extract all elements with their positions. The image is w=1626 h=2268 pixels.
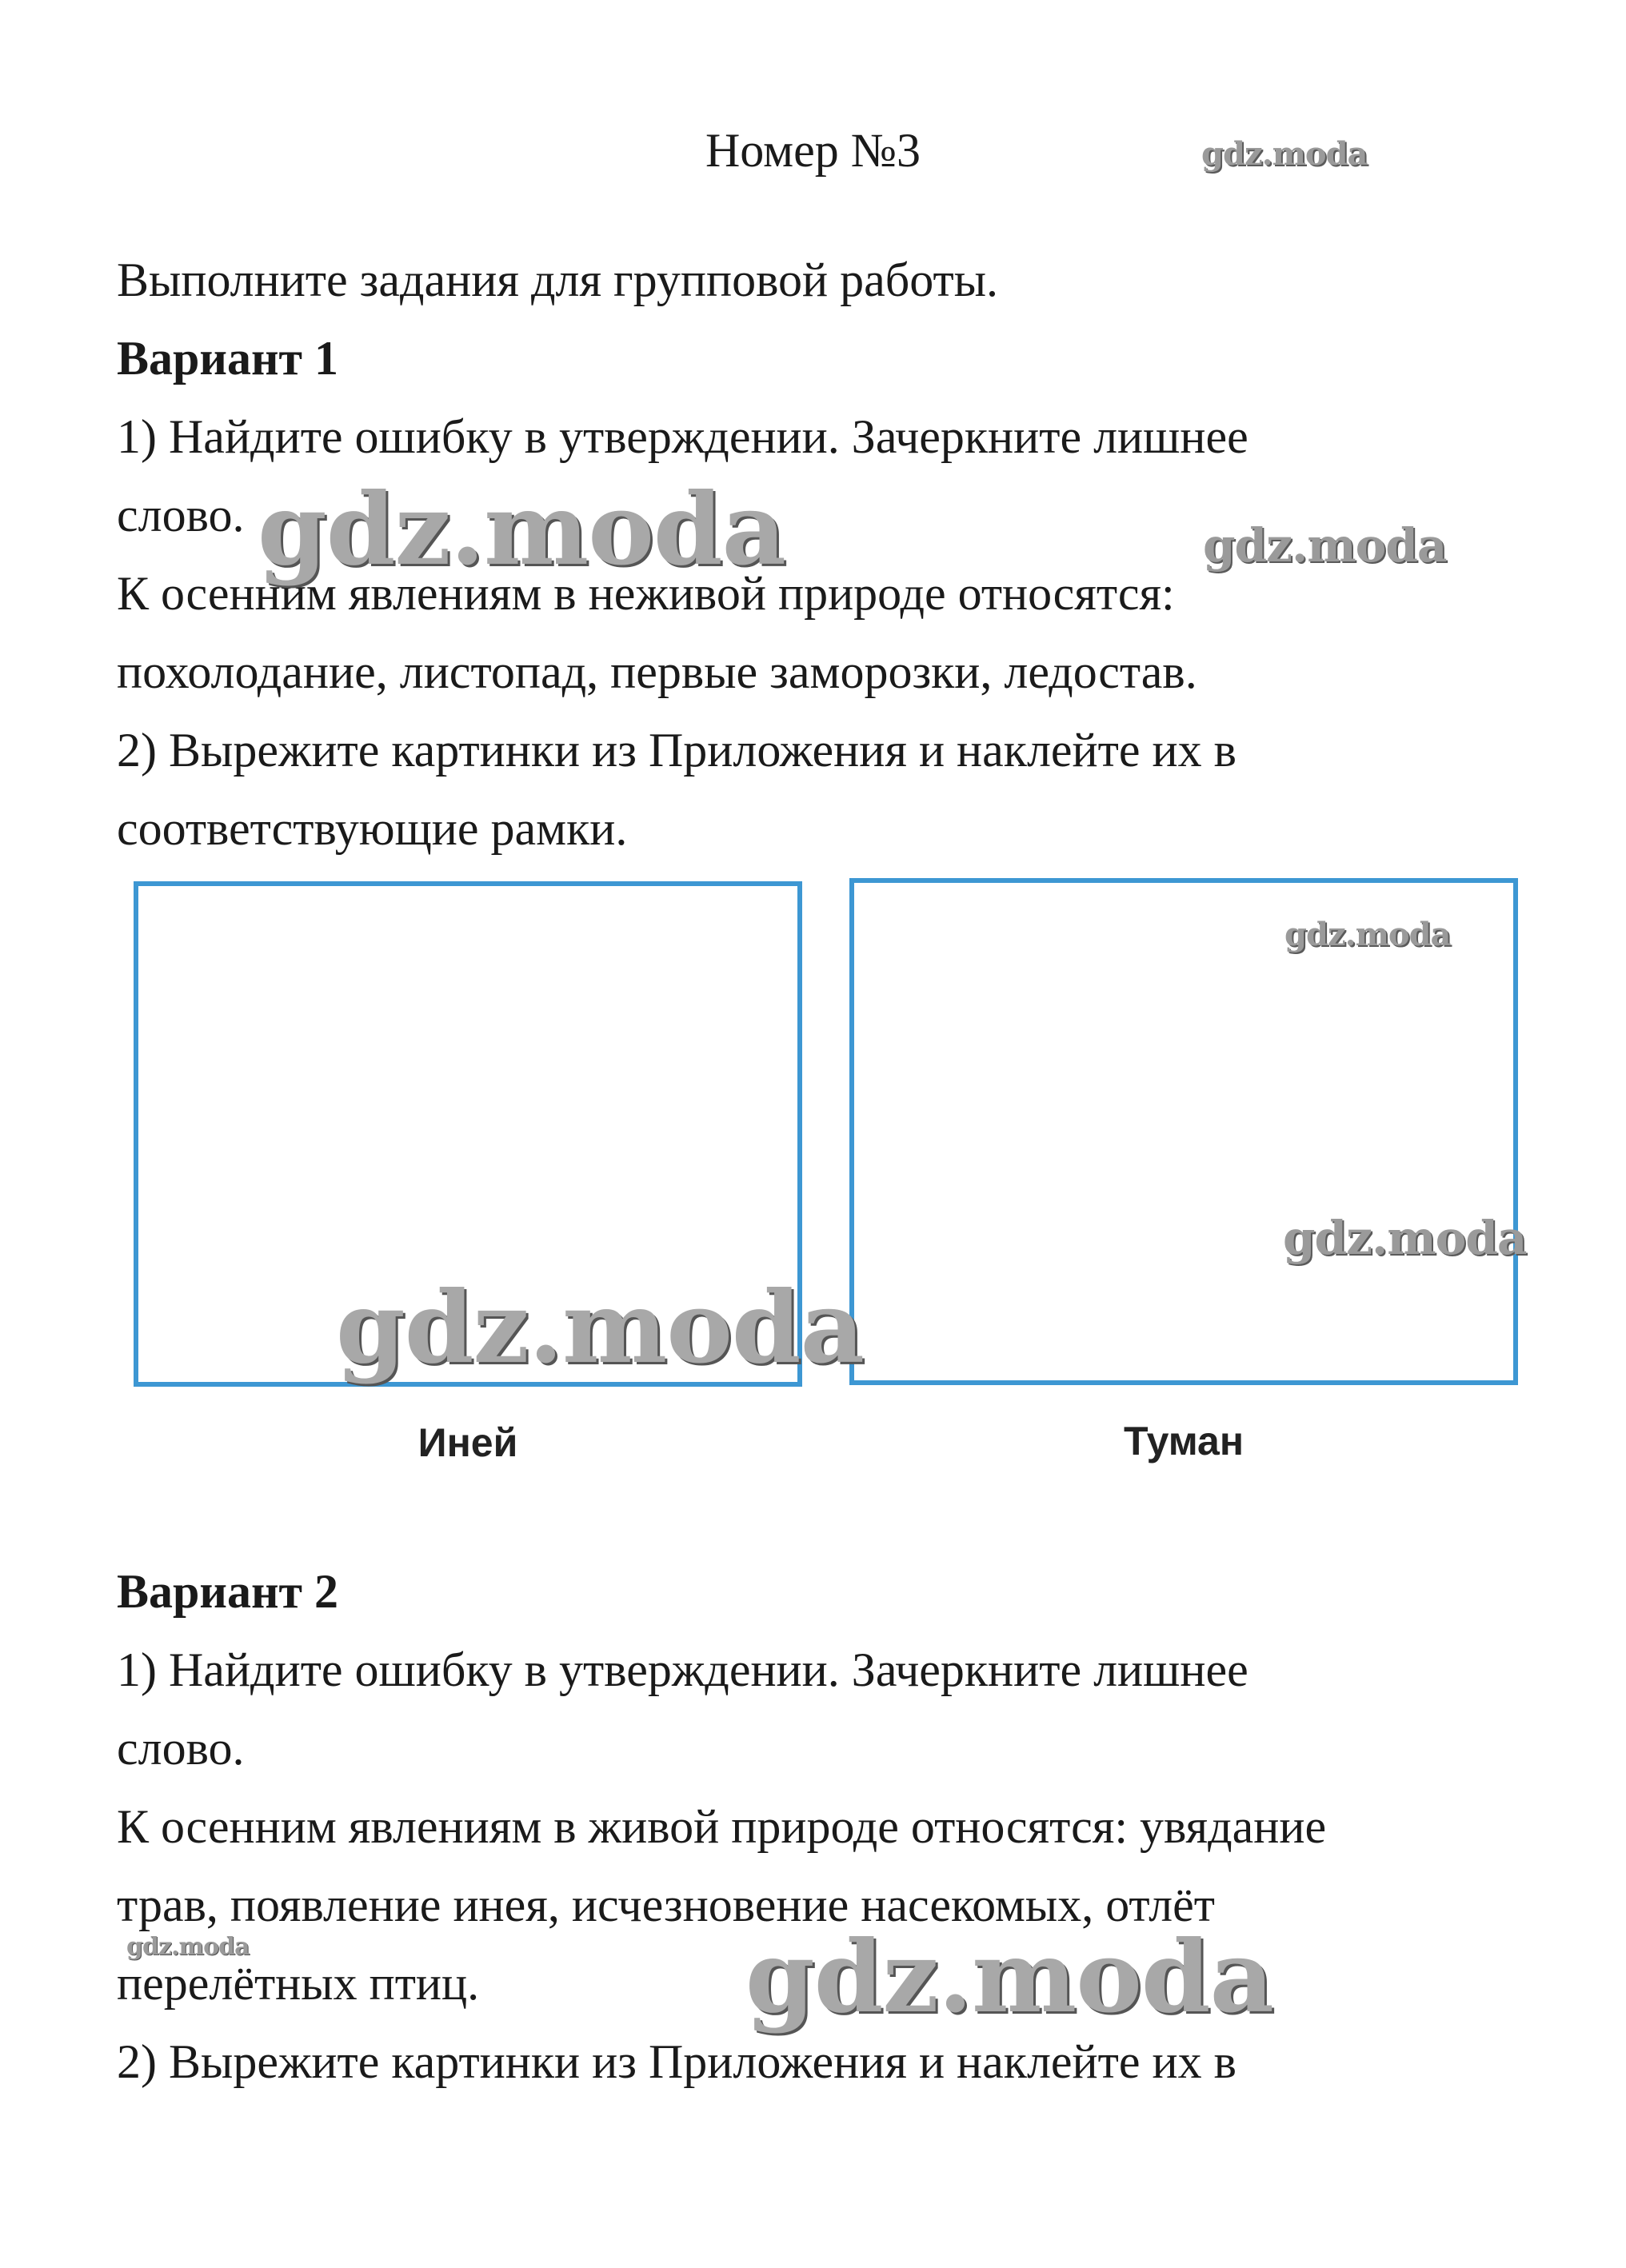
frame-caption-fog: Туман bbox=[1123, 1419, 1244, 1463]
variant-2-task-1-line-1: 1) Найдите ошибку в утверждении. Зачеркните лишнее bbox=[117, 1643, 1248, 1696]
variant-1-statement-line-1: К осенним явлениям в неживой природе относятся: bbox=[117, 567, 1175, 620]
variant-2-task-2-line-1: 2) Вырежите картинки из Приложения и наклейте их в bbox=[117, 2035, 1236, 2088]
variant-2-statement-line-1: К осенним явлениям в живой природе относятся: увядание bbox=[117, 1800, 1327, 1853]
watermark: gdz.moda bbox=[336, 1270, 864, 1386]
variant-2-statement-line-2: трав, появление инея, исчезновение насекомых, отлёт bbox=[117, 1879, 1215, 1931]
watermark: gdz.moda bbox=[745, 1919, 1273, 2035]
variant-1-statement-line-2: похолодание, листопад, первые заморозки, ледостав. bbox=[117, 645, 1197, 698]
variant-2-task-1-line-2: слово. bbox=[117, 1722, 245, 1775]
variant-2-heading: Вариант 2 bbox=[117, 1565, 339, 1618]
variant-1-heading: Вариант 1 bbox=[117, 332, 339, 385]
frame-fog bbox=[849, 878, 1518, 1385]
variant-1-task-2-line-2: соответствующие рамки. bbox=[117, 802, 628, 855]
variant-1-task-2-line-1: 2) Вырежите картинки из Приложения и наклейте их в bbox=[117, 724, 1236, 777]
intro-text: Выполните задания для групповой работы. bbox=[117, 254, 999, 306]
watermark: gdz.moda bbox=[1284, 916, 1451, 953]
page-title: Номер №3 bbox=[705, 124, 921, 177]
frame-caption-hoarfrost: Иней bbox=[417, 1420, 518, 1465]
variant-1-task-1-line-2: слово. bbox=[117, 489, 245, 541]
variant-2-statement-line-3: перелётных птиц. bbox=[117, 1957, 480, 2010]
watermark: gdz.moda bbox=[1201, 135, 1368, 173]
watermark: gdz.moda bbox=[126, 1933, 250, 1961]
watermark: gdz.moda bbox=[1203, 518, 1447, 573]
watermark: gdz.moda bbox=[258, 472, 785, 588]
watermark: gdz.moda bbox=[1283, 1211, 1527, 1265]
variant-1-task-1-line-1: 1) Найдите ошибку в утверждении. Зачеркните лишнее bbox=[117, 410, 1248, 463]
